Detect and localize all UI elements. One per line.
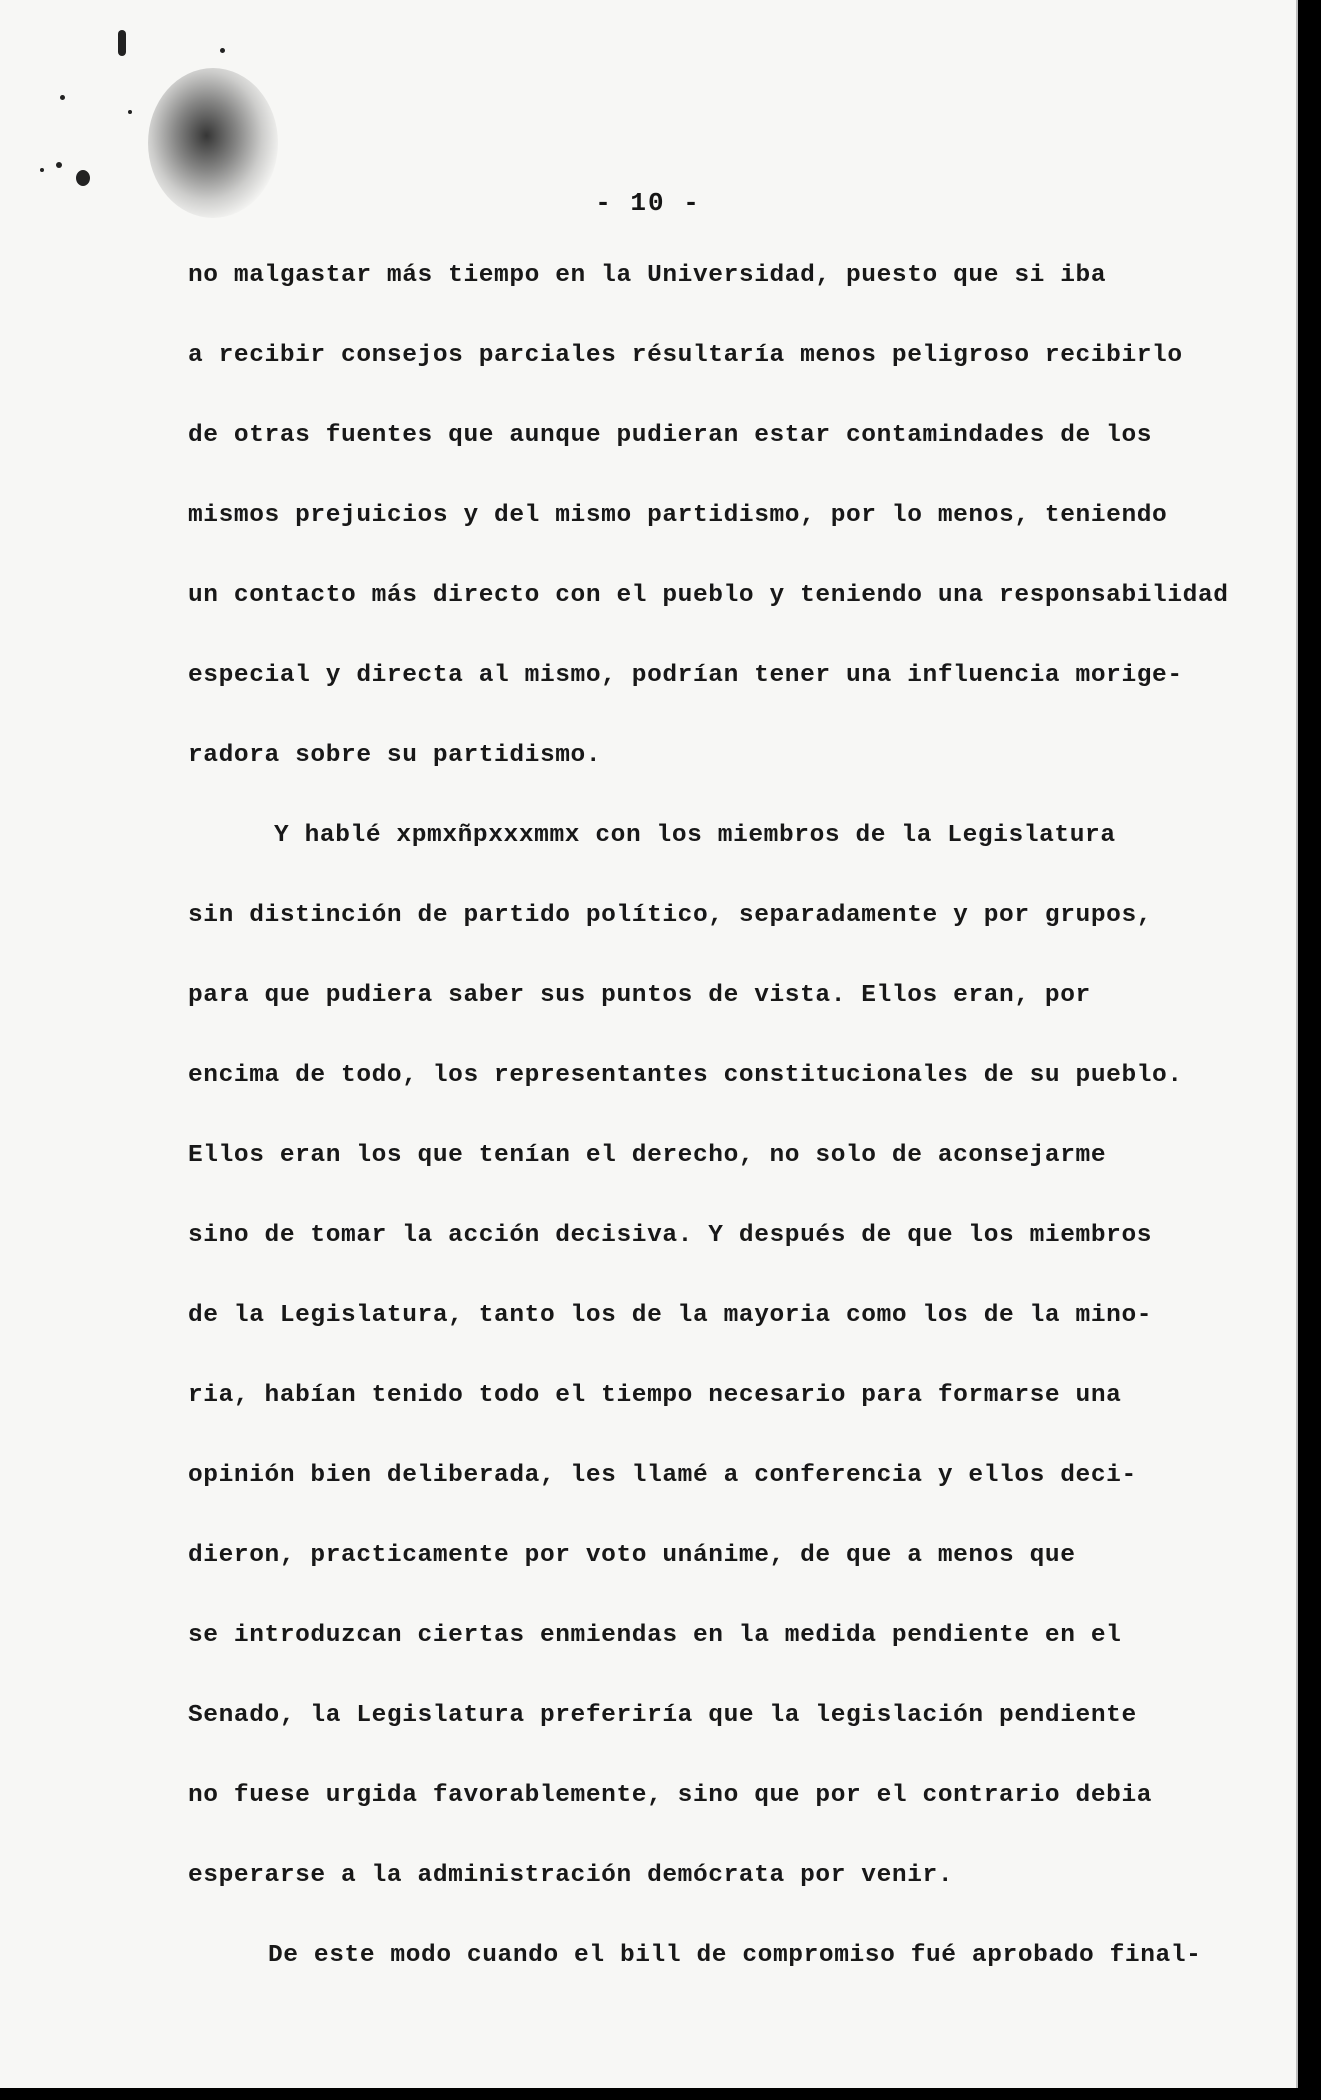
ink-spot: [76, 170, 90, 186]
text-line: radora sobre su partidismo.: [188, 742, 602, 769]
ink-spot: [60, 95, 65, 100]
text-line: para que pudiera saber sus puntos de vista. Ellos eran, por: [188, 982, 1091, 1009]
text-line: un contacto más directo con el pueblo y teniendo una responsabilidad: [188, 582, 1229, 609]
text-line: sino de tomar la acción decisiva. Y después de que los miembros: [188, 1222, 1153, 1249]
ink-spot: [118, 30, 126, 56]
text-line: de otras fuentes que aunque pudieran estar contamindades de los: [188, 422, 1153, 449]
text-line: se introduzcan ciertas enmiendas en la medida pendiente en el: [188, 1622, 1122, 1649]
typed-text-body: [188, 262, 1258, 2022]
ink-spot: [128, 110, 132, 114]
text-line: Ellos eran los que tenían el derecho, no solo de aconsejarme: [188, 1142, 1107, 1169]
page-number: - 10 -: [595, 188, 701, 218]
text-line: sin distinción de partido político, separadamente y por grupos,: [188, 902, 1153, 929]
text-line: ria, habían tenido todo el tiempo necesario para formarse una: [188, 1382, 1122, 1409]
text-line: encima de todo, los representantes constitucionales de su pueblo.: [188, 1062, 1183, 1089]
text-line: no malgastar más tiempo en la Universidad, puesto que si iba: [188, 262, 1107, 289]
text-line: esperarse a la administración demócrata por venir.: [188, 1862, 954, 1889]
text-line: Senado, la Legislatura preferiría que la legislación pendiente: [188, 1702, 1137, 1729]
paragraph-start-line: Y hablé xpmxñpxxxmmx con los miembros de la Legislatura: [274, 822, 1116, 849]
text-line: especial y directa al mismo, podrían tener una influencia morige-: [188, 662, 1183, 689]
text-line: a recibir consejos parciales résultaría menos peligroso recibirlo: [188, 342, 1183, 369]
ink-spot: [220, 48, 225, 53]
ink-spot: [56, 162, 62, 168]
text-line: dieron, practicamente por voto unánime, de que a menos que: [188, 1542, 1076, 1569]
text-line: de la Legislatura, tanto los de la mayoria como los de la mino-: [188, 1302, 1153, 1329]
text-line: mismos prejuicios y del mismo partidismo, por lo menos, teniendo: [188, 502, 1168, 529]
text-line: no fuese urgida favorablemente, sino que por el contrario debia: [188, 1782, 1153, 1809]
paragraph-start-line: De este modo cuando el bill de compromiso fué aprobado final-: [268, 1942, 1202, 1969]
text-line: opinión bien deliberada, les llamé a conferencia y ellos deci-: [188, 1462, 1137, 1489]
ink-spot: [40, 168, 44, 172]
